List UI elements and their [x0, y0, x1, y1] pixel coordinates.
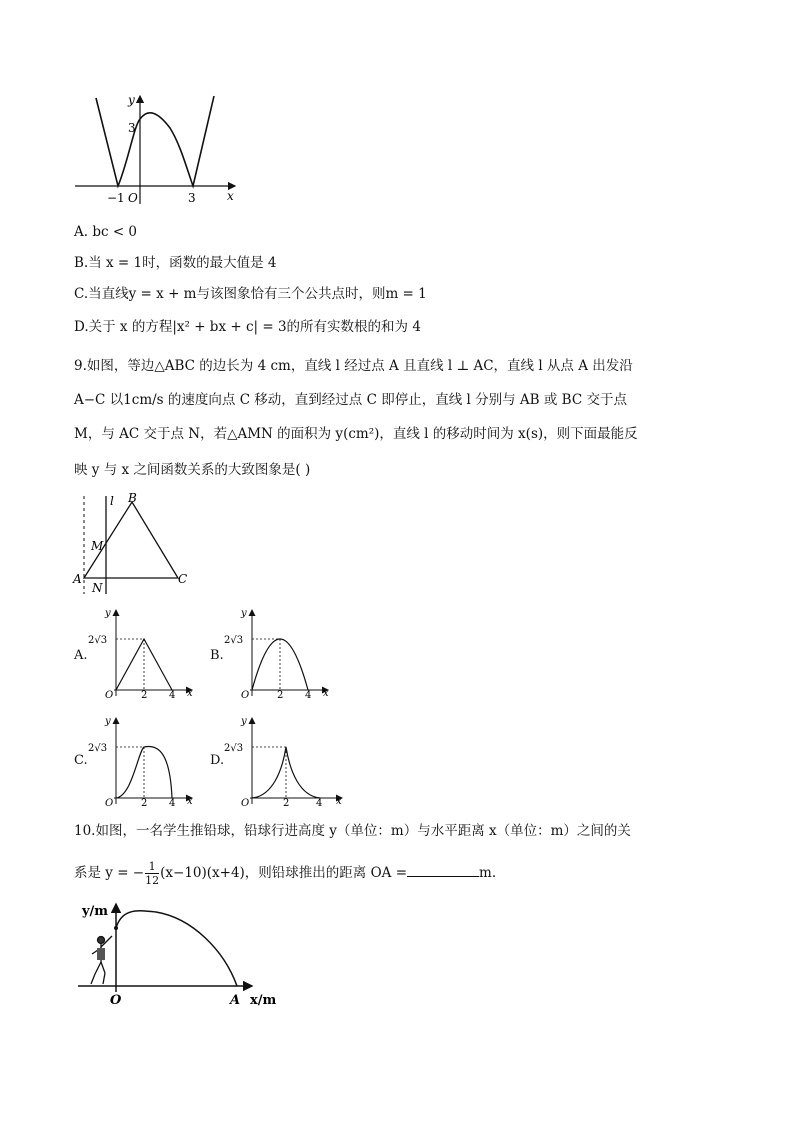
trajectory — [116, 911, 237, 986]
svg-text:4: 4 — [169, 690, 176, 700]
svg-text:y: y — [241, 608, 247, 619]
shot-ball — [114, 926, 118, 930]
q10-line-1: 10.如图，一名学生推铅球，铅球行进高度 y（单位：m）与水平距离 x（单位：m）之间的关 — [74, 823, 631, 839]
student-figure — [91, 936, 112, 984]
q9-line-4: 映 y 与 x 之间函数关系的大致图象是( ) — [74, 462, 311, 478]
svg-text:4: 4 — [305, 690, 312, 700]
q8-option-b: B.当 x = 1时，函数的最大值是 4 — [74, 255, 277, 271]
graph-option-d-letter: D. — [210, 753, 225, 768]
graph-option-a-letter: A. — [74, 648, 88, 663]
svg-text:y: y — [241, 716, 247, 727]
label-a: A — [73, 572, 82, 586]
q9-line-1: 9.如图，等边△ABC 的边长为 4 cm，直线 l 经过点 A 且直线 l ⊥ AC，直线 l 从点 A 出发沿 — [74, 358, 633, 374]
svg-text:2: 2 — [277, 690, 284, 700]
q10-line-2-post: m. — [479, 865, 497, 881]
svg-text:x: x — [336, 796, 342, 807]
svg-text:2: 2 — [141, 690, 148, 700]
svg-text:2√3: 2√3 — [88, 635, 108, 646]
svg-text:2: 2 — [283, 798, 290, 808]
x-axis-label: x — [227, 189, 234, 203]
svg-text:x: x — [323, 688, 329, 699]
fraction — [145, 860, 159, 887]
q10-line-2-pre: 系是 y = − — [74, 865, 145, 881]
graph-option-d — [224, 712, 348, 808]
graph-option-c-letter: C. — [74, 753, 88, 768]
q8-option-d: D.关于 x 的方程|x² + bx + c| = 3的所有实数根的和为 4 — [74, 319, 421, 335]
point-a-label: A — [230, 993, 241, 1008]
y-axis-label: y — [128, 93, 135, 107]
graph-option-b — [224, 604, 334, 700]
svg-text:O: O — [105, 690, 114, 700]
svg-text:O: O — [241, 690, 250, 700]
q10-line-2-mid: (x−10)(x+4)，则铅球推出的距离 OA = — [160, 865, 408, 881]
label-n: N — [92, 581, 103, 595]
label-c: C — [178, 572, 188, 586]
q10-line-2 — [74, 860, 496, 887]
q8-option-c: C.当直线y = x + m与该图象恰有三个公共点时，则m = 1 — [74, 286, 427, 302]
graph-option-a — [88, 604, 198, 700]
svg-text:O: O — [241, 798, 250, 808]
origin-label: O — [110, 993, 122, 1008]
label-l: l — [110, 494, 114, 508]
svg-text:2√3: 2√3 — [88, 743, 108, 754]
shot-put-figure — [74, 896, 284, 1012]
svg-text:O: O — [105, 798, 114, 808]
graph-option-c — [88, 712, 198, 808]
origin-label: O — [128, 191, 138, 205]
q9-line-2: A−C 以1cm/s 的速度向点 C 移动，直到经过点 C 即停止，直线 l 分别与 AB 或 BC 交于点 — [74, 392, 627, 408]
svg-text:4: 4 — [169, 798, 176, 808]
svg-text:2√3: 2√3 — [224, 635, 244, 646]
q8-function-graph — [70, 88, 245, 210]
svg-text:4: 4 — [316, 798, 323, 808]
x-axis-label: x/m — [250, 993, 277, 1008]
answer-blank[interactable] — [407, 862, 479, 877]
graph-option-b-letter: B. — [210, 648, 224, 663]
label-m: M — [91, 539, 104, 553]
tick-neg1: −1 — [107, 191, 125, 205]
label-b: B — [128, 491, 137, 505]
triangle-figure — [70, 490, 200, 600]
svg-text:2√3: 2√3 — [224, 743, 244, 754]
fraction-numerator: 1 — [145, 860, 159, 874]
svg-text:2: 2 — [141, 798, 148, 808]
svg-text:x: x — [187, 796, 193, 807]
fraction-denominator: 12 — [145, 874, 160, 887]
svg-text:y: y — [105, 608, 111, 619]
q8-option-a: A. bc < 0 — [74, 224, 138, 240]
function-curve — [96, 96, 214, 186]
q9-line-3: M，与 AC 交于点 N，若△AMN 的面积为 y(cm²)，直线 l 的移动时间为 x(s)，则下面最能反 — [74, 426, 638, 442]
svg-text:y: y — [105, 716, 111, 727]
svg-text:x: x — [187, 688, 193, 699]
tick-3-x: 3 — [188, 191, 196, 205]
y-axis-label: y/m — [82, 904, 109, 919]
tick-3-y: 3 — [128, 121, 136, 135]
